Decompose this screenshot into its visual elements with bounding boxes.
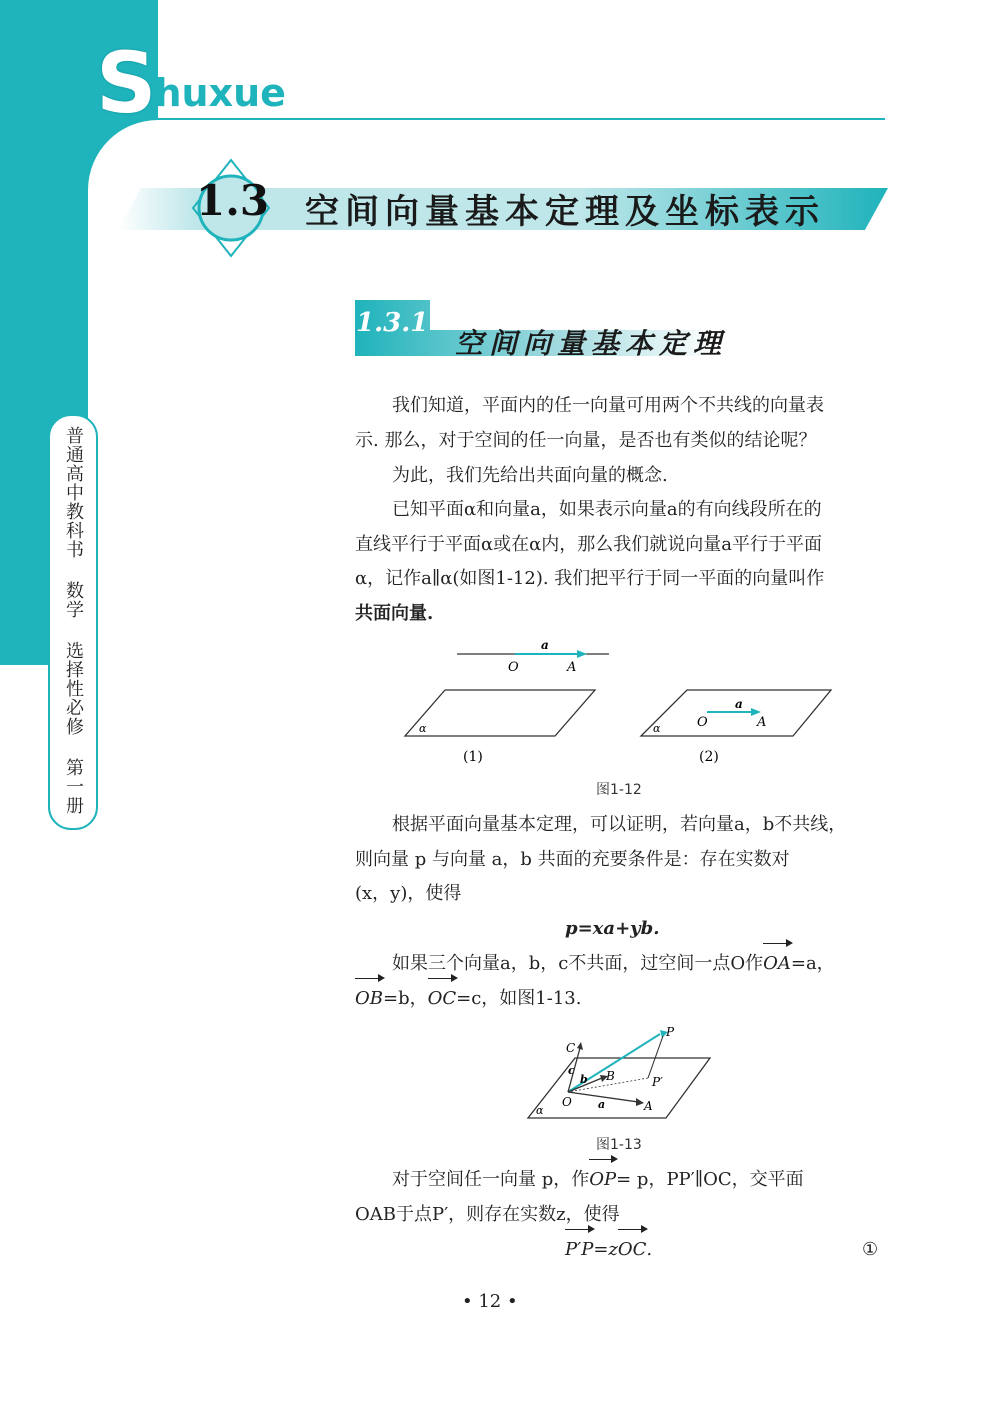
paragraph-line: 如果三个向量a，b，c不共面，过空间一点O作OA=a， bbox=[392, 946, 835, 981]
fig1-label-O2: O bbox=[697, 715, 708, 730]
side-book-label: 普通高中教科书 数学 选择性必修 第一册 bbox=[63, 426, 84, 815]
paragraph-line: OAB于点P′，则存在实数z，使得 bbox=[355, 1204, 620, 1225]
fig1-sub2: (2) bbox=[699, 749, 719, 765]
fig1-label-a: a bbox=[541, 638, 549, 652]
figure-1-13 bbox=[520, 1020, 720, 1130]
paragraph-line: 已知平面α和向量a，如果表示向量a的有向线段所在的 bbox=[392, 499, 822, 520]
paragraph-line: 示. 那么，对于空间的任一向量，是否也有类似的结论呢？ bbox=[355, 430, 817, 451]
equation-coplanar: p=xa+yb. bbox=[565, 918, 660, 939]
subsection-title: 空间向量基本定理 bbox=[455, 327, 728, 360]
fig2-label-P: P bbox=[666, 1025, 675, 1039]
fig2-label-alpha: α bbox=[536, 1104, 544, 1117]
paragraph-line: OB=b，OC=c，如图1-13. bbox=[355, 981, 581, 1016]
paragraph-line: (x，y)，使得 bbox=[355, 883, 462, 904]
fig1-label-alpha2: α bbox=[653, 722, 661, 735]
fig1-label-alpha: α bbox=[419, 722, 427, 735]
fig2-label-C: C bbox=[566, 1041, 576, 1055]
term-coplanar-vectors: 共面向量. bbox=[355, 603, 434, 624]
paragraph-line: 为此，我们先给出共面向量的概念. bbox=[392, 465, 668, 486]
fig2-label-O: O bbox=[562, 1095, 572, 1109]
section-number: 1.3 bbox=[196, 176, 270, 225]
shuxue-logo: Shuxue bbox=[96, 34, 286, 132]
fig2-label-b: b bbox=[580, 1073, 588, 1086]
paragraph-line: 直线平行于平面α或在α内，那么我们就说向量a平行于平面 bbox=[355, 534, 823, 555]
fig2-label-Pp: P′ bbox=[652, 1075, 663, 1089]
paragraph-line: 则向量 p 与向量 a，b 共面的充要条件是：存在实数对 bbox=[355, 849, 790, 870]
fig1-sub1: (1) bbox=[463, 749, 483, 765]
paragraph-line: 我们知道，平面内的任一向量可用两个不共线的向量表 bbox=[392, 395, 824, 416]
fig2-label-a: a bbox=[598, 1098, 606, 1111]
section-title: 空间向量基本定理及坐标表示 bbox=[305, 192, 825, 232]
equation-number: ① bbox=[862, 1239, 879, 1260]
equation-one: P′P=zOC. bbox=[565, 1232, 652, 1267]
fig2-label-A: A bbox=[644, 1099, 653, 1113]
fig1-label-A2: A bbox=[757, 715, 767, 730]
fig2-label-c: c bbox=[568, 1064, 575, 1077]
page-number: • 12 • bbox=[462, 1291, 518, 1312]
subsection-number: 1.3.1 bbox=[356, 308, 429, 338]
paragraph-line: 对于空间任一向量 p，作OP= p，PP′∥OC，交平面 bbox=[392, 1162, 804, 1197]
figure-caption: 图1-12 bbox=[596, 782, 642, 798]
paragraph-line: α，记作a∥α(如图1-12). 我们把平行于同一平面的向量叫作 bbox=[355, 568, 825, 589]
fig1-label-A: A bbox=[567, 660, 577, 675]
fig1-label-a2: a bbox=[735, 697, 743, 711]
figure-1-12 bbox=[395, 636, 845, 776]
fig1-label-O: O bbox=[508, 660, 519, 675]
paragraph-line: 根据平面向量基本定理，可以证明，若向量a，b不共线， bbox=[392, 814, 847, 835]
header-rule bbox=[150, 118, 885, 120]
figure-caption: 图1-13 bbox=[596, 1137, 642, 1153]
fig2-label-B: B bbox=[606, 1069, 615, 1083]
